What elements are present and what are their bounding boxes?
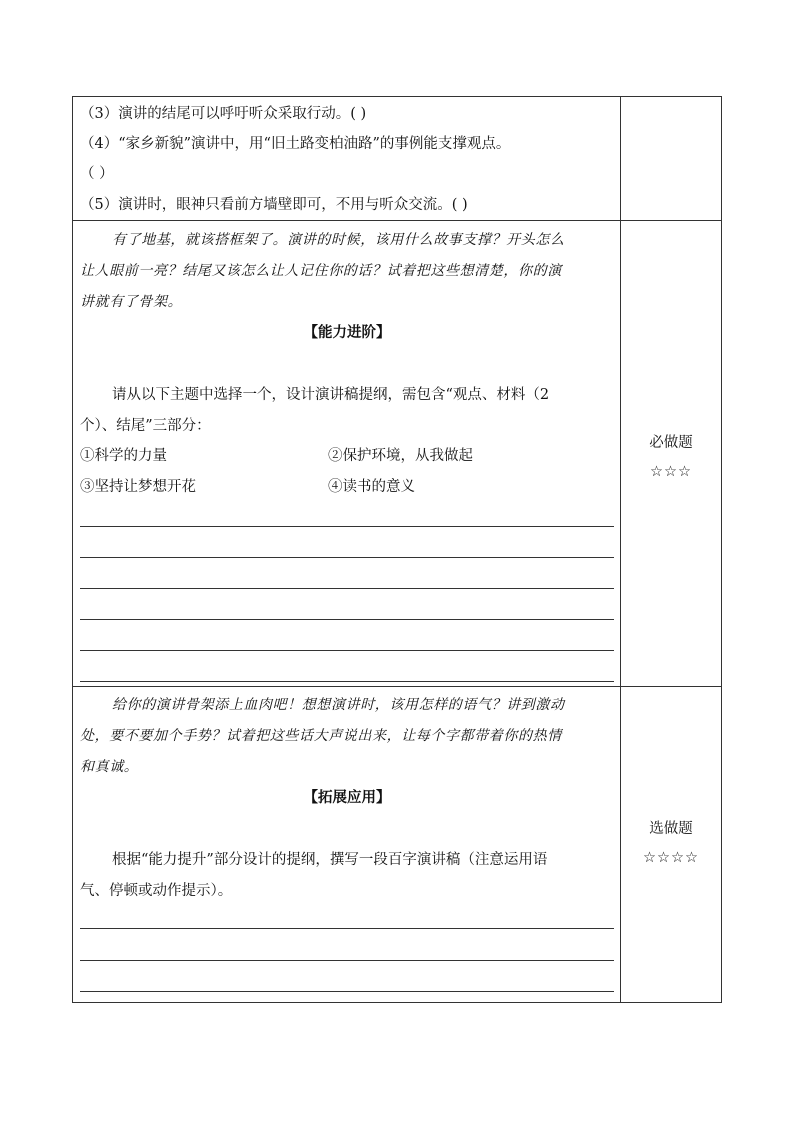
answer-line[interactable] xyxy=(80,928,614,929)
answer-line[interactable] xyxy=(80,960,614,961)
item-4-blank: （ ） xyxy=(80,166,114,182)
answer-line[interactable] xyxy=(80,588,614,589)
task-line-1: 请从以下主题中选择一个，设计演讲稿提纲，需包含“观点、材料（2 xyxy=(112,387,550,403)
required-label-cell xyxy=(621,431,721,480)
section-heading: 【拓展应用】 xyxy=(303,789,391,806)
item-3: （3）演讲的结尾可以呼吁听众采取行动。( ) xyxy=(80,106,367,122)
answer-line[interactable] xyxy=(80,991,614,992)
row-ability-advance xyxy=(73,221,721,687)
intro-line-3: 和真诚。 xyxy=(80,759,139,775)
row-true-false-items xyxy=(73,97,721,221)
difficulty-stars: ☆☆☆ xyxy=(650,464,692,480)
worksheet-table xyxy=(72,96,722,1003)
answer-line[interactable] xyxy=(80,681,614,682)
option-1: ①科学的力量 xyxy=(80,448,167,464)
intro-line-1: 给你的演讲骨架添上血肉吧！想想演讲时，该用怎样的语气？讲到激动 xyxy=(112,697,565,713)
intro-line-2: 处，要不要加个手势？试着把这些话大声说出来，让每个字都带着你的热情 xyxy=(80,728,562,744)
optional-label-cell xyxy=(621,817,721,866)
task-line-2: 个）、结尾”三部分： xyxy=(80,418,211,434)
answer-line[interactable] xyxy=(80,650,614,651)
section-heading: 【能力进阶】 xyxy=(303,324,391,341)
option-4: ④读书的意义 xyxy=(328,479,415,495)
item-5: （5）演讲时，眼神只看前方墙壁即可，不用与听众交流。( ) xyxy=(80,197,468,213)
task-line-2: 气、停顿或动作提示）。 xyxy=(80,883,233,899)
answer-line[interactable] xyxy=(80,619,614,620)
item-4: （4）“家乡新貌”演讲中，用“旧土路变柏油路”的事例能支撑观点。 xyxy=(80,136,511,152)
option-2: ②保护环境，从我做起 xyxy=(328,448,473,464)
required-label: 必做题 xyxy=(649,435,693,451)
intro-line-3: 讲就有了骨架。 xyxy=(80,294,183,310)
difficulty-stars: ☆☆☆☆ xyxy=(643,850,699,866)
answer-line[interactable] xyxy=(80,526,614,527)
task-line-1: 根据“能力提升”部分设计的提纲，撰写一段百字演讲稿（注意运用语 xyxy=(112,852,548,868)
intro-line-2: 让人眼前一亮？结尾又该怎么让人记住你的话？试着把这些想清楚，你的演 xyxy=(80,263,562,279)
optional-label: 选做题 xyxy=(649,821,693,837)
row-extension-application xyxy=(73,687,721,1002)
option-3: ③坚持让梦想开花 xyxy=(80,479,196,495)
intro-line-1: 有了地基，就该搭框架了。演讲的时候，该用什么故事支撑？开头怎么 xyxy=(112,232,565,248)
answer-line[interactable] xyxy=(80,557,614,558)
